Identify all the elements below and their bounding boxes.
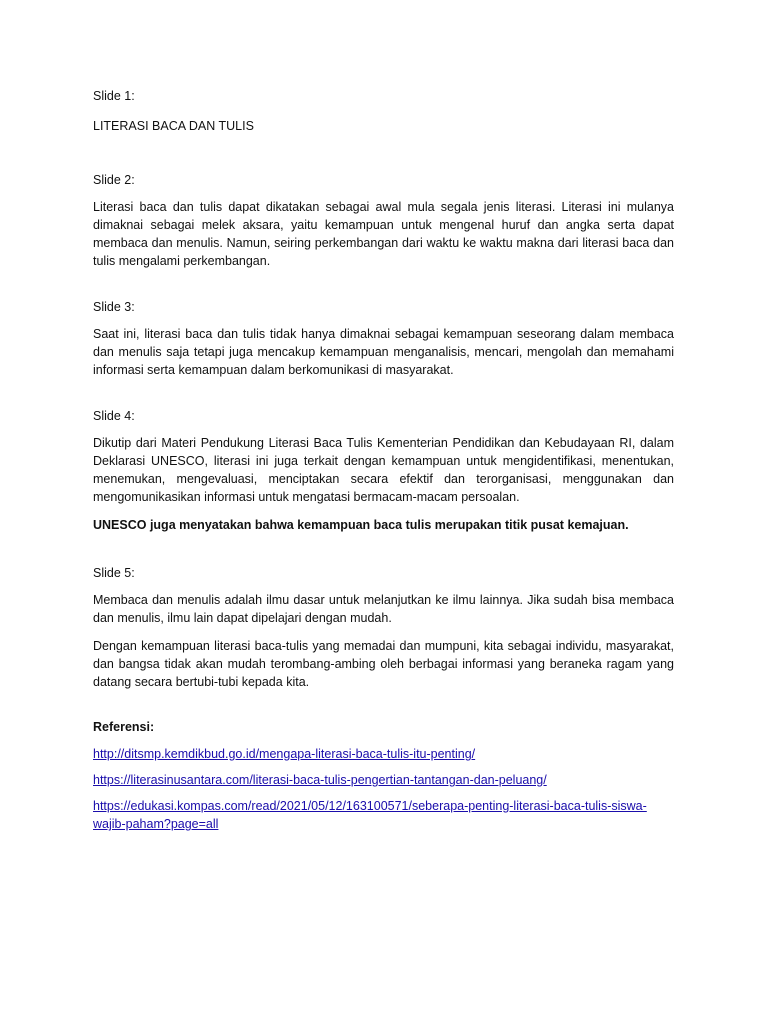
reference-link[interactable]: http://ditsmp.kemdikbud.go.id/mengapa-literasi-baca-tulis-itu-penting/	[93, 747, 476, 761]
slide1-title: LITERASI BACA DAN TULIS	[93, 119, 254, 133]
slide3-paragraph: Saat ini, literasi baca dan tulis tidak hanya dimaknai sebagai kemampuan seseorang dalam membaca dan menulis saja tetapi juga mencakup kemampuan menganalisis, mencari, mengolah dan memahami informasi serta kemampuan dalam berkomunikasi di masyarakat.	[93, 327, 674, 377]
slide5-paragraph-2: Dengan kemampuan literasi baca-tulis yang memadai dan mumpuni, kita sebagai individu, masyarakat, dan bangsa tidak akan mudah terombang-ambing oleh berbagai informasi yang beraneka ragam yang datang secara bertubi-tubi kepada kita.	[93, 639, 674, 689]
references-heading: Referensi:	[93, 720, 155, 734]
slide2-heading: Slide 2:	[93, 173, 135, 187]
reference-link[interactable]: https://edukasi.kompas.com/read/2021/05/12/163100571/seberapa-penting-literasi-baca-tulis-siswa-wajib-paham?page=all	[93, 799, 647, 831]
slide2-paragraph: Literasi baca dan tulis dapat dikatakan sebagai awal mula segala jenis literasi. Literasi ini mulanya dimaknai sebagai melek aksara, yaitu kemampuan untuk mengenal huruf dan angka serta dapat membaca dan menulis. Namun, seiring perkembangan dari waktu ke waktu makna dari literasi baca dan tulis mengalami perkembangan.	[93, 200, 674, 268]
slide5-paragraph-1: Membaca dan menulis adalah ilmu dasar untuk melanjutkan ke ilmu lainnya. Jika sudah bisa membaca dan menulis, ilmu lain dapat dipelajari dengan mudah.	[93, 593, 674, 625]
slide4-heading: Slide 4:	[93, 409, 135, 423]
slide4-bold-paragraph: UNESCO juga menyatakan bahwa kemampuan baca tulis merupakan titik pusat kemajuan.	[93, 518, 629, 532]
slide5-heading: Slide 5:	[93, 566, 135, 580]
slide3-heading: Slide 3:	[93, 300, 135, 314]
slide4-paragraph: Dikutip dari Materi Pendukung Literasi Baca Tulis Kementerian Pendidikan dan Kebudayaan RI, dalam Deklarasi UNESCO, literasi ini juga terkait dengan kemampuan untuk mengidentifikasi, menentukan, menemukan, mengevaluasi, menciptakan secara efektif dan terorganisasi, menggunakan dan mengomunikasikan informasi untuk mengatasi bermacam-macam persoalan.	[93, 436, 674, 504]
reference-link[interactable]: https://literasinusantara.com/literasi-baca-tulis-pengertian-tantangan-dan-peluang/	[93, 773, 547, 787]
slide1-heading: Slide 1:	[93, 89, 135, 103]
